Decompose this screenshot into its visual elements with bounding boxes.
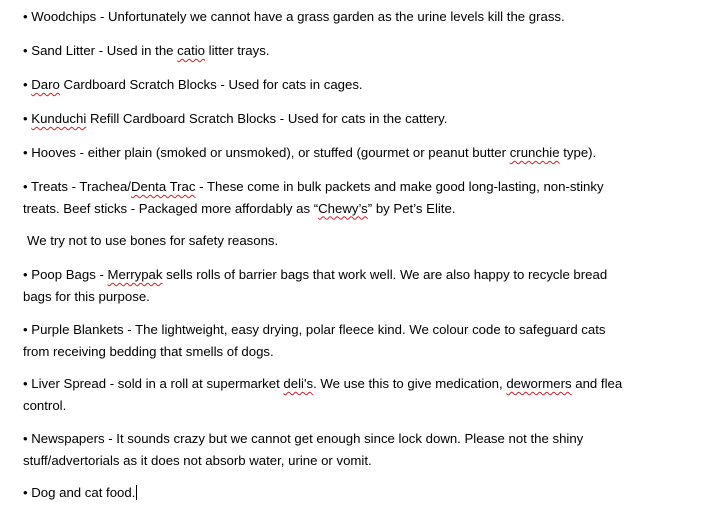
misspelled-word[interactable]: catio	[177, 43, 206, 58]
item-text: litter trays.	[205, 43, 270, 58]
item-text: Liver Spread - sold in a roll at supermarket	[31, 376, 284, 391]
list-item-newspapers[interactable]	[23, 428, 623, 471]
bullet: •	[23, 111, 32, 126]
bullet: •	[23, 43, 32, 58]
misspelled-word[interactable]: Daro	[31, 77, 60, 92]
list-item-dog-cat-food[interactable]	[23, 482, 653, 504]
bullet: •	[23, 485, 32, 500]
item-text: Newspapers - It sounds crazy but we cannot get enough since lock down. Please not the shiny stuff/advertorials as it does not absorb water, urine or vomit.	[23, 431, 584, 468]
item-text: sells rolls of barrier bags that work well. We are also happy to recycle bread bags for this purpose.	[23, 267, 608, 304]
bullet: •	[23, 322, 32, 337]
list-item-kunduchi[interactable]	[23, 108, 653, 130]
bullet: •	[23, 179, 32, 194]
item-text: Cardboard Scratch Blocks - Used for cats in cages.	[59, 77, 363, 92]
list-item-sand-litter[interactable]	[23, 40, 653, 62]
item-text: type).	[559, 145, 597, 160]
misspelled-word[interactable]: Chewy’s	[318, 200, 368, 216]
list-item-liver-spread[interactable]	[23, 373, 633, 416]
item-text: We try not to use bones for safety reasons.	[27, 233, 279, 248]
bullet: •	[23, 376, 32, 391]
item-text: - These come in bulk packets and make good long-lasting, non-stinky treats. Beef sticks - Packaged more affordably as “	[23, 179, 604, 216]
misspelled-word[interactable]: Kunduchi	[31, 111, 87, 126]
list-item-daro[interactable]	[23, 74, 653, 96]
note-no-bones[interactable]	[27, 230, 657, 252]
list-item-purple-blankets[interactable]	[23, 319, 633, 362]
bullet: •	[23, 77, 32, 92]
bullet: •	[23, 267, 32, 282]
item-text: Purple Blankets - The lightweight, easy drying, polar fleece kind. We colour code to safeguard cats from receiving bedding that smells of dogs.	[23, 322, 606, 359]
item-text: Hooves - either plain (smoked or unsmoked), or stuffed (gourmet or peanut butter	[31, 145, 510, 160]
bullet: •	[23, 431, 32, 446]
item-text: Sand Litter - Used in the	[31, 43, 178, 58]
bullet: •	[23, 9, 32, 24]
misspelled-word[interactable]: dewormers	[506, 376, 572, 391]
misspelled-word[interactable]: Denta Trac	[130, 179, 196, 194]
item-text: Woodchips - Unfortunately we cannot have a grass garden as the urine levels kill the grass.	[31, 9, 565, 24]
misspelled-word[interactable]: Merrypak	[107, 267, 163, 282]
item-text: Refill Cardboard Scratch Blocks - Used for cats in the cattery.	[86, 111, 448, 126]
misspelled-word[interactable]: deli's	[283, 376, 314, 391]
misspelled-word[interactable]: crunchie	[509, 145, 560, 160]
item-text: and flea control.	[23, 376, 623, 413]
item-text: ” by Pet’s Elite.	[367, 200, 456, 216]
list-item-poop-bags[interactable]	[23, 264, 633, 307]
item-text: . We use this to give medication,	[313, 376, 507, 391]
list-item-woodchips[interactable]	[23, 6, 653, 28]
item-text: Dog and cat food.	[31, 485, 136, 500]
bullet: •	[23, 145, 32, 160]
list-item-hooves[interactable]	[23, 142, 653, 164]
item-text: Treats - Trachea/	[31, 179, 131, 194]
text-cursor	[136, 485, 137, 500]
item-text: Poop Bags -	[31, 267, 108, 282]
list-item-treats[interactable]	[23, 176, 623, 219]
